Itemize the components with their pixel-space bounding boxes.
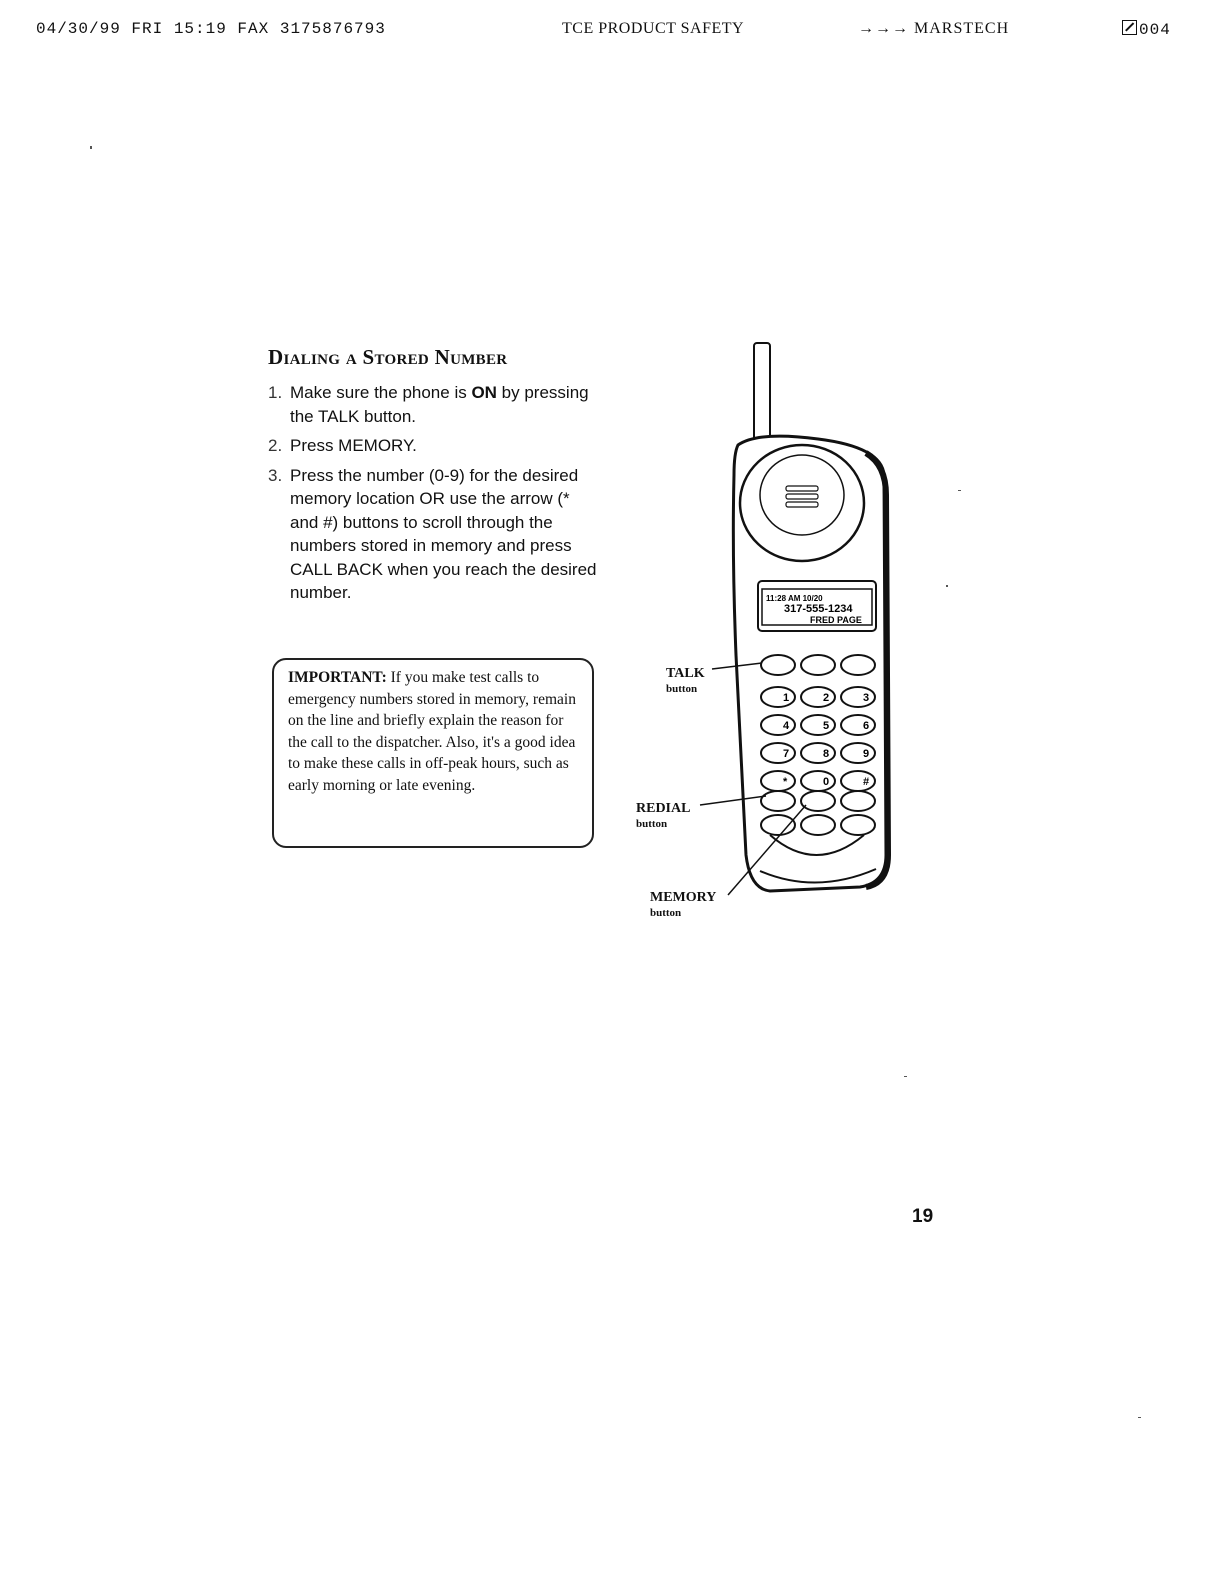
key-6 [841, 715, 875, 735]
important-note [272, 658, 594, 848]
fax-header [0, 20, 1213, 46]
important-text: If you make test calls to emergency numbers stored in memory, remain on the line and briefly explain the reason for the call to the dispatcher. Also, it's a good idea to make these calls in off-peak hours, such as early morning or late evening. [288, 669, 576, 794]
fax-page [1122, 20, 1171, 39]
phone-illustration [620, 335, 920, 945]
step-text: Press MEMORY. [290, 436, 417, 455]
memory-key [801, 791, 835, 811]
step-text: Press the number (0-9) for the desired memory location OR use the arrow (* and #) buttons to scroll through the numbers stored in memory and press CALL BACK when you reach the desired number. [290, 465, 597, 602]
step-text [290, 381, 598, 428]
flash-key [841, 815, 875, 835]
key-3 [841, 687, 875, 707]
talk-callout [666, 666, 705, 696]
key-label: 0 [823, 776, 830, 788]
important-label: IMPORTANT: [288, 669, 387, 686]
key-4 [761, 715, 795, 735]
key-1 [761, 687, 795, 707]
page-number: 19 [912, 1206, 934, 1227]
step-item [268, 434, 598, 458]
step-number: 3. [268, 465, 283, 485]
fax-page-icon [1122, 20, 1137, 35]
key-0 [801, 771, 835, 791]
callback-key [841, 791, 875, 811]
display-line-3: FRED PAGE [810, 615, 862, 625]
key-7 [761, 743, 795, 763]
key-label: 9 [863, 748, 870, 760]
redial-callout [636, 801, 690, 831]
fax-page-number: 004 [1139, 21, 1171, 39]
mute-key [801, 815, 835, 835]
key-label: 6 [863, 720, 870, 732]
key-8 [801, 743, 835, 763]
key-pound [841, 771, 875, 791]
off-key [841, 655, 875, 675]
display-line-2: 317-555-1234 [784, 603, 853, 615]
cordless-phone-icon [620, 335, 920, 945]
key-5 [801, 715, 835, 735]
talk-key [761, 655, 795, 675]
step-number: 1. [268, 383, 283, 402]
memory-label: MEMORY [650, 890, 717, 905]
section-title: Dialing a Stored Number [268, 345, 508, 369]
step-number: 2. [268, 436, 283, 455]
key-label: 4 [783, 720, 790, 732]
fax-sender: TCE PRODUCT SAFETY [562, 20, 745, 37]
memory-sublabel: button [650, 907, 682, 919]
channel-key [801, 655, 835, 675]
step-item [268, 464, 598, 605]
fax-timestamp: 04/30/99 FRI 15:19 FAX 3175876793 [36, 20, 386, 38]
key-label: * [783, 776, 788, 788]
key-label: 7 [783, 748, 790, 760]
key-label: 8 [823, 748, 830, 760]
steps-list [268, 381, 598, 611]
display-line-1: 11:28 AM 10/20 [766, 594, 823, 603]
redial-label: REDIAL [636, 801, 691, 816]
step-text-part: Make sure the phone is [290, 383, 472, 402]
key-star [761, 771, 795, 791]
key-label: # [863, 776, 870, 788]
talk-label: TALK [666, 666, 705, 681]
talk-sublabel: button [666, 683, 698, 695]
step-text-bold: ON [471, 383, 497, 402]
step-text-part: by pressing the TALK button. [290, 383, 589, 426]
key-2 [801, 687, 835, 707]
ringer-key [761, 815, 795, 835]
antenna-shape [754, 343, 770, 443]
key-label: 2 [823, 692, 830, 704]
key-label: 1 [783, 692, 790, 704]
redial-sublabel: button [636, 818, 668, 830]
key-9 [841, 743, 875, 763]
fax-recipient: →→→ MARSTECH [858, 20, 1010, 37]
memory-callout [650, 890, 716, 920]
redial-key [761, 791, 795, 811]
key-label: 5 [823, 720, 830, 732]
step-item [268, 381, 598, 428]
key-label: 3 [863, 692, 870, 704]
